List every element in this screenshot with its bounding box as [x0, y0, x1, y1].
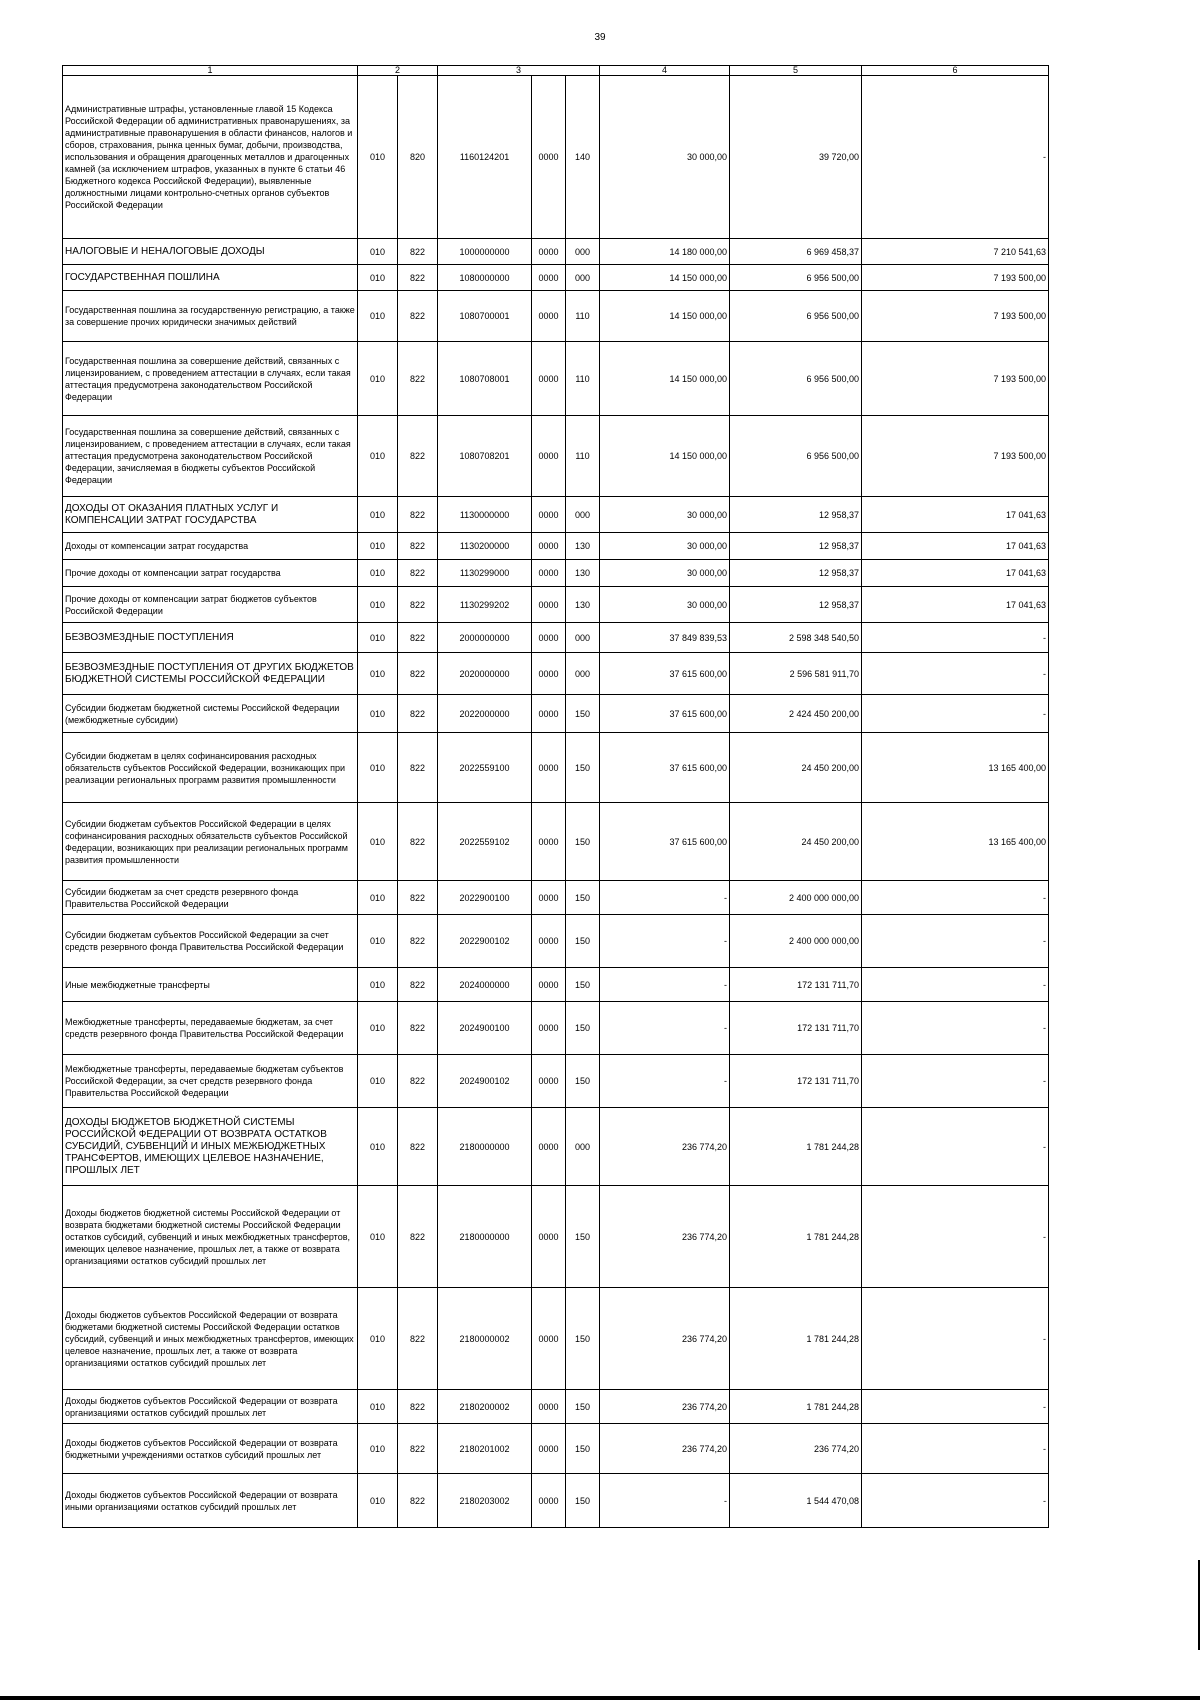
row-description: Прочие доходы от компенсации затрат бюджетов субъектов Российской Федерации — [63, 587, 358, 623]
econ-code: 150 — [566, 803, 600, 881]
admin-code: 010 — [358, 497, 398, 533]
department-code: 822 — [398, 291, 438, 342]
remaining-amount: 7 210 541,63 — [862, 239, 1049, 265]
plan-amount: 14 150 000,00 — [600, 265, 730, 291]
admin-code: 010 — [358, 1002, 398, 1055]
department-code: 822 — [398, 653, 438, 695]
budget-class-code: 2024900102 — [438, 1055, 532, 1108]
remaining-amount: 7 193 500,00 — [862, 342, 1049, 416]
budget-class-code: 1080700001 — [438, 291, 532, 342]
row-description: ДОХОДЫ БЮДЖЕТОВ БЮДЖЕТНОЙ СИСТЕМЫ РОССИЙСКОЙ ФЕДЕРАЦИИ ОТ ВОЗВРАТА ОСТАТКОВ СУБСИДИЙ, СУБВЕНЦИЙ И ИНЫХ МЕЖБЮДЖЕТНЫХ ТРАНСФЕРТОВ, ИМЕЮЩИХ ЦЕЛЕВОЕ НАЗНАЧЕНИЕ, ПРОШЛЫХ ЛЕТ — [63, 1108, 358, 1186]
executed-amount: 2 598 348 540,50 — [730, 623, 862, 653]
admin-code: 010 — [358, 881, 398, 915]
program-code: 0000 — [532, 803, 566, 881]
department-code: 822 — [398, 533, 438, 560]
executed-amount: 1 781 244,28 — [730, 1186, 862, 1288]
plan-amount: - — [600, 1002, 730, 1055]
program-code: 0000 — [532, 497, 566, 533]
table-row — [63, 1474, 1049, 1528]
budget-class-code: 2022559102 — [438, 803, 532, 881]
budget-class-code: 2022900100 — [438, 881, 532, 915]
table-row — [63, 265, 1049, 291]
budget-class-code: 1000000000 — [438, 239, 532, 265]
department-code: 822 — [398, 416, 438, 497]
budget-class-code: 2022000000 — [438, 695, 532, 733]
econ-code: 150 — [566, 1390, 600, 1424]
row-description: БЕЗВОЗМЕЗДНЫЕ ПОСТУПЛЕНИЯ — [63, 623, 358, 653]
executed-amount: 12 958,37 — [730, 560, 862, 587]
row-description: Иные межбюджетные трансферты — [63, 968, 358, 1002]
executed-amount: 1 544 470,08 — [730, 1474, 862, 1528]
table-row — [63, 1108, 1049, 1186]
table-row — [63, 342, 1049, 416]
table-row — [63, 653, 1049, 695]
econ-code: 000 — [566, 623, 600, 653]
department-code: 822 — [398, 1002, 438, 1055]
table-row — [63, 968, 1049, 1002]
row-description: Доходы бюджетов субъектов Российской Федерации от возврата организациями остатков субсидий прошлых лет — [63, 1390, 358, 1424]
econ-code: 130 — [566, 533, 600, 560]
admin-code: 010 — [358, 1288, 398, 1390]
admin-code: 010 — [358, 1055, 398, 1108]
econ-code: 000 — [566, 653, 600, 695]
table-row — [63, 695, 1049, 733]
remaining-amount: 7 193 500,00 — [862, 291, 1049, 342]
admin-code: 010 — [358, 1474, 398, 1528]
department-code: 822 — [398, 239, 438, 265]
admin-code: 010 — [358, 915, 398, 968]
row-description: Доходы бюджетов субъектов Российской Федерации от возврата иными организациями остатков субсидий прошлых лет — [63, 1474, 358, 1528]
admin-code: 010 — [358, 1108, 398, 1186]
table-row — [63, 915, 1049, 968]
row-description: Государственная пошлина за совершение действий, связанных с лицензированием, с проведением аттестации в случаях, если такая аттестация предусмотрена законодательством Российской Федерации — [63, 342, 358, 416]
executed-amount: 2 400 000 000,00 — [730, 881, 862, 915]
scan-edge-bar — [0, 1696, 1200, 1700]
executed-amount: 6 956 500,00 — [730, 291, 862, 342]
budget-revenue-table — [62, 65, 1049, 1528]
econ-code: 110 — [566, 291, 600, 342]
remaining-amount: - — [862, 1002, 1049, 1055]
econ-code: 150 — [566, 915, 600, 968]
table-row — [63, 1186, 1049, 1288]
department-code: 822 — [398, 1055, 438, 1108]
admin-code: 010 — [358, 695, 398, 733]
econ-code: 150 — [566, 1288, 600, 1390]
program-code: 0000 — [532, 1288, 566, 1390]
program-code: 0000 — [532, 533, 566, 560]
executed-amount: 2 400 000 000,00 — [730, 915, 862, 968]
program-code: 0000 — [532, 291, 566, 342]
econ-code: 150 — [566, 1055, 600, 1108]
header-cell: 3 — [438, 66, 600, 76]
plan-amount: 236 774,20 — [600, 1288, 730, 1390]
department-code: 822 — [398, 265, 438, 291]
plan-amount: - — [600, 915, 730, 968]
budget-class-code: 1130299000 — [438, 560, 532, 587]
plan-amount: - — [600, 881, 730, 915]
remaining-amount: 17 041,63 — [862, 587, 1049, 623]
table-row — [63, 1055, 1049, 1108]
plan-amount: 14 150 000,00 — [600, 291, 730, 342]
department-code: 822 — [398, 803, 438, 881]
budget-class-code: 2020000000 — [438, 653, 532, 695]
table-row — [63, 587, 1049, 623]
table-row — [63, 239, 1049, 265]
econ-code: 130 — [566, 587, 600, 623]
table-row — [63, 560, 1049, 587]
executed-amount: 1 781 244,28 — [730, 1108, 862, 1186]
budget-class-code: 2180200002 — [438, 1390, 532, 1424]
executed-amount: 236 774,20 — [730, 1424, 862, 1474]
remaining-amount: - — [862, 1390, 1049, 1424]
row-description: Доходы бюджетов субъектов Российской Федерации от возврата бюджетами бюджетной системы Российской Федерации остатков субсидий, субвенций и иных межбюджетных трансфертов, имеющих целевое назначение, прошлых лет, а также от возврата организациями остатков субсидий прошлых лет — [63, 1288, 358, 1390]
plan-amount: 236 774,20 — [600, 1390, 730, 1424]
econ-code: 150 — [566, 968, 600, 1002]
plan-amount: 37 615 600,00 — [600, 803, 730, 881]
department-code: 822 — [398, 497, 438, 533]
budget-class-code: 2024900100 — [438, 1002, 532, 1055]
row-description: Доходы бюджетов субъектов Российской Федерации от возврата бюджетными учреждениями остатков субсидий прошлых лет — [63, 1424, 358, 1474]
admin-code: 010 — [358, 1390, 398, 1424]
econ-code: 110 — [566, 342, 600, 416]
row-description: Межбюджетные трансферты, передаваемые бюджетам субъектов Российской Федерации, за счет средств резервного фонда Правительства Российской Федерации — [63, 1055, 358, 1108]
remaining-amount: 13 165 400,00 — [862, 803, 1049, 881]
remaining-amount: - — [862, 1108, 1049, 1186]
budget-class-code: 2180000000 — [438, 1108, 532, 1186]
plan-amount: 30 000,00 — [600, 533, 730, 560]
header-cell: 2 — [358, 66, 438, 76]
row-description: НАЛОГОВЫЕ И НЕНАЛОГОВЫЕ ДОХОДЫ — [63, 239, 358, 265]
plan-amount: - — [600, 968, 730, 1002]
econ-code: 150 — [566, 1186, 600, 1288]
row-description: Субсидии бюджетам субъектов Российской Федерации в целях софинансирования расходных обязательств субъектов Российской Федерации, возникающих при реализации региональных программ развития промышленности — [63, 803, 358, 881]
department-code: 822 — [398, 1288, 438, 1390]
plan-amount: - — [600, 1055, 730, 1108]
admin-code: 010 — [358, 291, 398, 342]
table-row — [63, 733, 1049, 803]
department-code: 822 — [398, 1108, 438, 1186]
executed-amount: 1 781 244,28 — [730, 1390, 862, 1424]
department-code: 822 — [398, 733, 438, 803]
remaining-amount: - — [862, 1288, 1049, 1390]
budget-class-code: 1160124201 — [438, 76, 532, 239]
remaining-amount: - — [862, 1186, 1049, 1288]
department-code: 822 — [398, 623, 438, 653]
row-description: Субсидии бюджетам в целях софинансирования расходных обязательств субъектов Российской Федерации, возникающих при реализации региональных программ развития промышленности — [63, 733, 358, 803]
program-code: 0000 — [532, 1186, 566, 1288]
executed-amount: 2 596 581 911,70 — [730, 653, 862, 695]
econ-code: 150 — [566, 1474, 600, 1528]
econ-code: 140 — [566, 76, 600, 239]
row-description: Прочие доходы от компенсации затрат государства — [63, 560, 358, 587]
budget-class-code: 1130000000 — [438, 497, 532, 533]
program-code: 0000 — [532, 1002, 566, 1055]
admin-code: 010 — [358, 342, 398, 416]
remaining-amount: - — [862, 623, 1049, 653]
remaining-amount: 13 165 400,00 — [862, 733, 1049, 803]
row-description: Межбюджетные трансферты, передаваемые бюджетам, за счет средств резервного фонда Правительства Российской Федерации — [63, 1002, 358, 1055]
plan-amount: 14 150 000,00 — [600, 342, 730, 416]
plan-amount: 37 615 600,00 — [600, 695, 730, 733]
row-description: Административные штрафы, установленные главой 15 Кодекса Российской Федерации об административных правонарушениях, за административные правонарушения в области финансов, налогов и сборов, страхования, рынка ценных бумаг, добычи, производства, использования и обращения драгоценных металлов и драгоценных камней (за исключением штрафов, указанных в пункте 6 статьи 46 Бюджетного кодекса Российской Федерации), выявленные должностными лицами контрольно-счетных органов субъектов Российской Федерации — [63, 76, 358, 239]
department-code: 822 — [398, 560, 438, 587]
program-code: 0000 — [532, 968, 566, 1002]
remaining-amount: 7 193 500,00 — [862, 265, 1049, 291]
remaining-amount: 7 193 500,00 — [862, 416, 1049, 497]
plan-amount: 37 615 600,00 — [600, 653, 730, 695]
executed-amount: 6 956 500,00 — [730, 416, 862, 497]
executed-amount: 12 958,37 — [730, 497, 862, 533]
plan-amount: 236 774,20 — [600, 1186, 730, 1288]
remaining-amount: - — [862, 881, 1049, 915]
executed-amount: 1 781 244,28 — [730, 1288, 862, 1390]
row-description: БЕЗВОЗМЕЗДНЫЕ ПОСТУПЛЕНИЯ ОТ ДРУГИХ БЮДЖЕТОВ БЮДЖЕТНОЙ СИСТЕМЫ РОССИЙСКОЙ ФЕДЕРАЦИИ — [63, 653, 358, 695]
remaining-amount: - — [862, 695, 1049, 733]
department-code: 822 — [398, 1390, 438, 1424]
econ-code: 000 — [566, 497, 600, 533]
econ-code: 150 — [566, 695, 600, 733]
department-code: 822 — [398, 915, 438, 968]
admin-code: 010 — [358, 587, 398, 623]
executed-amount: 172 131 711,70 — [730, 1002, 862, 1055]
program-code: 0000 — [532, 881, 566, 915]
budget-class-code: 2024000000 — [438, 968, 532, 1002]
plan-amount: 30 000,00 — [600, 497, 730, 533]
econ-code: 000 — [566, 1108, 600, 1186]
executed-amount: 24 450 200,00 — [730, 803, 862, 881]
header-cell: 4 — [600, 66, 730, 76]
budget-class-code: 1130299202 — [438, 587, 532, 623]
econ-code: 150 — [566, 881, 600, 915]
department-code: 822 — [398, 342, 438, 416]
admin-code: 010 — [358, 968, 398, 1002]
program-code: 0000 — [532, 653, 566, 695]
plan-amount: 37 615 600,00 — [600, 733, 730, 803]
plan-amount: 236 774,20 — [600, 1424, 730, 1474]
department-code: 822 — [398, 1424, 438, 1474]
row-description: ГОСУДАРСТВЕННАЯ ПОШЛИНА — [63, 265, 358, 291]
row-description: Государственная пошлина за государственную регистрацию, а также за совершение прочих юридически значимых действий — [63, 291, 358, 342]
budget-class-code: 1080708201 — [438, 416, 532, 497]
table-row — [63, 1424, 1049, 1474]
remaining-amount: 17 041,63 — [862, 560, 1049, 587]
row-description: Субсидии бюджетам субъектов Российской Федерации за счет средств резервного фонда Правительства Российской Федерации — [63, 915, 358, 968]
remaining-amount: - — [862, 968, 1049, 1002]
program-code: 0000 — [532, 76, 566, 239]
program-code: 0000 — [532, 342, 566, 416]
program-code: 0000 — [532, 623, 566, 653]
row-description: Доходы бюджетов бюджетной системы Российской Федерации от возврата бюджетами бюджетной системы Российской Федерации остатков субсидий, субвенций и иных межбюджетных трансфертов, имеющих целевое назначение, прошлых лет, а также от возврата организациями остатков субсидий прошлых лет — [63, 1186, 358, 1288]
admin-code: 010 — [358, 653, 398, 695]
admin-code: 010 — [358, 623, 398, 653]
budget-class-code: 1080000000 — [438, 265, 532, 291]
row-description: Доходы от компенсации затрат государства — [63, 533, 358, 560]
remaining-amount: - — [862, 1474, 1049, 1528]
budget-class-code: 2022559100 — [438, 733, 532, 803]
table-header-row — [63, 66, 1049, 76]
plan-amount: 30 000,00 — [600, 587, 730, 623]
header-cell: 1 — [63, 66, 358, 76]
admin-code: 010 — [358, 76, 398, 239]
admin-code: 010 — [358, 265, 398, 291]
executed-amount: 172 131 711,70 — [730, 968, 862, 1002]
plan-amount: 37 849 839,53 — [600, 623, 730, 653]
admin-code: 010 — [358, 533, 398, 560]
admin-code: 010 — [358, 239, 398, 265]
department-code: 822 — [398, 1186, 438, 1288]
program-code: 0000 — [532, 1055, 566, 1108]
admin-code: 010 — [358, 1186, 398, 1288]
econ-code: 150 — [566, 733, 600, 803]
admin-code: 010 — [358, 416, 398, 497]
department-code: 822 — [398, 695, 438, 733]
remaining-amount: 17 041,63 — [862, 533, 1049, 560]
row-description: ДОХОДЫ ОТ ОКАЗАНИЯ ПЛАТНЫХ УСЛУГ И КОМПЕНСАЦИИ ЗАТРАТ ГОСУДАРСТВА — [63, 497, 358, 533]
executed-amount: 6 956 500,00 — [730, 342, 862, 416]
header-cell: 5 — [730, 66, 862, 76]
plan-amount: 14 180 000,00 — [600, 239, 730, 265]
remaining-amount: 17 041,63 — [862, 497, 1049, 533]
econ-code: 150 — [566, 1424, 600, 1474]
header-cell: 6 — [862, 66, 1049, 76]
executed-amount: 12 958,37 — [730, 533, 862, 560]
executed-amount: 39 720,00 — [730, 76, 862, 239]
remaining-amount: - — [862, 653, 1049, 695]
program-code: 0000 — [532, 1390, 566, 1424]
table-row — [63, 1002, 1049, 1055]
budget-class-code: 1080708001 — [438, 342, 532, 416]
table-row — [63, 533, 1049, 560]
admin-code: 010 — [358, 803, 398, 881]
plan-amount: - — [600, 1474, 730, 1528]
department-code: 822 — [398, 968, 438, 1002]
table-row — [63, 1288, 1049, 1390]
budget-class-code: 1130200000 — [438, 533, 532, 560]
department-code: 822 — [398, 1474, 438, 1528]
executed-amount: 24 450 200,00 — [730, 733, 862, 803]
program-code: 0000 — [532, 560, 566, 587]
budget-class-code: 2180201002 — [438, 1424, 532, 1474]
table-row — [63, 1390, 1049, 1424]
program-code: 0000 — [532, 239, 566, 265]
executed-amount: 12 958,37 — [730, 587, 862, 623]
program-code: 0000 — [532, 587, 566, 623]
budget-class-code: 2180000000 — [438, 1186, 532, 1288]
budget-class-code: 2180203002 — [438, 1474, 532, 1528]
row-description: Субсидии бюджетам за счет средств резервного фонда Правительства Российской Федерации — [63, 881, 358, 915]
program-code: 0000 — [532, 416, 566, 497]
remaining-amount: - — [862, 1055, 1049, 1108]
row-description: Субсидии бюджетам бюджетной системы Российской Федерации (межбюджетные субсидии) — [63, 695, 358, 733]
page-number: 39 — [594, 32, 606, 43]
remaining-amount: - — [862, 76, 1049, 239]
plan-amount: 30 000,00 — [600, 560, 730, 587]
plan-amount: 30 000,00 — [600, 76, 730, 239]
econ-code: 150 — [566, 1002, 600, 1055]
table-row — [63, 497, 1049, 533]
admin-code: 010 — [358, 1424, 398, 1474]
admin-code: 010 — [358, 733, 398, 803]
econ-code: 130 — [566, 560, 600, 587]
department-code: 822 — [398, 881, 438, 915]
program-code: 0000 — [532, 265, 566, 291]
table-row — [63, 881, 1049, 915]
program-code: 0000 — [532, 733, 566, 803]
admin-code: 010 — [358, 560, 398, 587]
plan-amount: 236 774,20 — [600, 1108, 730, 1186]
table-row — [63, 291, 1049, 342]
program-code: 0000 — [532, 915, 566, 968]
department-code: 820 — [398, 76, 438, 239]
plan-amount: 14 150 000,00 — [600, 416, 730, 497]
budget-class-code: 2022900102 — [438, 915, 532, 968]
budget-class-code: 2180000002 — [438, 1288, 532, 1390]
budget-class-code: 2000000000 — [438, 623, 532, 653]
executed-amount: 172 131 711,70 — [730, 1055, 862, 1108]
executed-amount: 6 969 458,37 — [730, 239, 862, 265]
program-code: 0000 — [532, 1424, 566, 1474]
table-row — [63, 416, 1049, 497]
program-code: 0000 — [532, 695, 566, 733]
program-code: 0000 — [532, 1474, 566, 1528]
department-code: 822 — [398, 587, 438, 623]
row-description: Государственная пошлина за совершение действий, связанных с лицензированием, с проведением аттестации в случаях, если такая аттестация предусмотрена законодательством Российской Федерации, зачисляемая в бюджеты субъектов Российской Федерации — [63, 416, 358, 497]
table-row — [63, 623, 1049, 653]
remaining-amount: - — [862, 1424, 1049, 1474]
econ-code: 000 — [566, 265, 600, 291]
table-row — [63, 803, 1049, 881]
program-code: 0000 — [532, 1108, 566, 1186]
executed-amount: 6 956 500,00 — [730, 265, 862, 291]
executed-amount: 2 424 450 200,00 — [730, 695, 862, 733]
econ-code: 110 — [566, 416, 600, 497]
table-row — [63, 76, 1049, 239]
econ-code: 000 — [566, 239, 600, 265]
remaining-amount: - — [862, 915, 1049, 968]
